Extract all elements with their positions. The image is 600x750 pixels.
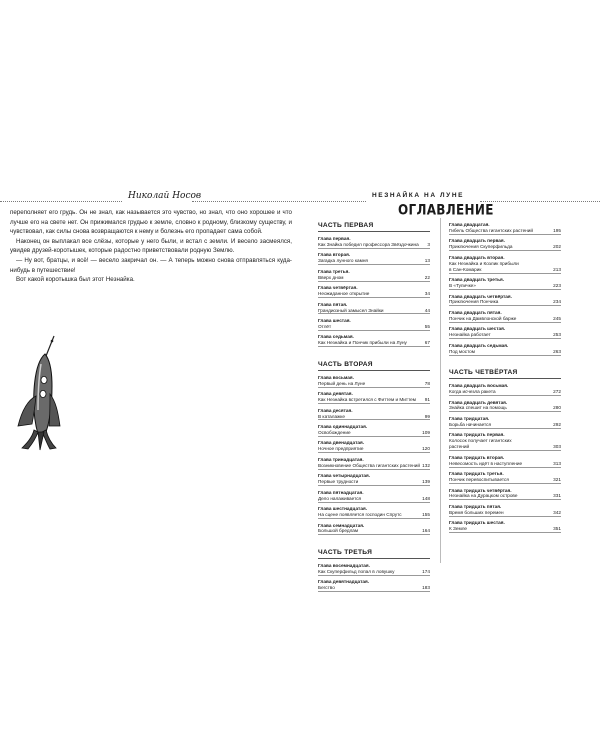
toc-column-left [318,222,430,596]
chapter-title: Дело налаживается [318,495,362,501]
page-number: 174 [422,568,430,574]
story-text [10,208,292,285]
chapter-number: Глава тридцатая. [449,415,490,421]
page-number: 13 [424,258,430,264]
toc-entry[interactable] [318,424,430,437]
page-number: 139 [422,479,430,485]
page-number: 132 [422,462,430,468]
running-head-author: Николай Носов [128,191,202,201]
chapter-number: Глава двадцать седьмая. [449,342,509,348]
chapter-title: В каталажке [318,413,345,419]
toc-entry[interactable] [318,457,430,470]
running-head-title: НЕЗНАЙКА НА ЛУНЕ [372,192,465,199]
chapter-title: Пончик перевоспитывается [449,477,509,482]
chapter-number: Глава двадцать четвёртая. [449,293,512,299]
toc-entry[interactable] [449,294,561,307]
chapter-title: Загадка лунного камня [318,258,368,264]
page-number: 272 [553,389,561,395]
toc-entry[interactable] [449,277,561,290]
chapter-number: Глава четырнадцатая. [318,473,371,479]
chapter-title: Большой бредлам [318,528,359,534]
chapter-title: растений [449,444,470,450]
toc-entry[interactable] [318,302,430,315]
toc-entry[interactable] [449,455,561,468]
page-number: 55 [424,323,430,329]
chapter-title: Как Знайка победил профессора Звёздочкина [318,241,419,247]
chapter-number: Глава двадцатая. [449,222,490,227]
page-number: 342 [553,509,561,515]
toc-entry[interactable] [449,432,561,451]
page-number: 109 [422,429,430,435]
chapter-number: Глава тридцать четвёртая. [449,487,512,493]
toc-entry[interactable] [449,504,561,517]
chapter-number: Глава тридцать шестая. [449,520,505,526]
chapter-number: Глава двадцать девятая. [449,399,508,405]
rocket-illustration [8,334,64,452]
paragraph: переполняет его грудь. Он не знал, как называется это чувство, но знал, что оно хорошее и что лучше его на свете нет. Он прижимался грудью к земле, словно к родному, близкому существу, и чувствовал, как силы снова возвращаются к нему и болезнь его пропадает сама собой. [10,209,292,236]
page-number: 321 [553,477,561,482]
toc-entry[interactable] [318,408,430,421]
page-number: 253 [553,332,561,338]
page-number: 195 [553,227,561,233]
chapter-number: Глава пятая. [318,301,348,307]
chapter-title-line: Как Незнайка и Козлик прибыли [449,260,519,266]
toc-entry[interactable] [449,238,561,251]
toc-part-heading: ЧАСТЬ ВТОРАЯ [318,361,430,371]
chapter-title: В «Тупичке» [449,283,476,289]
toc-entry[interactable] [449,520,561,533]
header-rule [480,190,600,202]
chapter-title: Когда исчезла ракета [449,389,496,395]
chapter-number: Глава шестнадцатая. [318,506,367,512]
toc-entry[interactable] [318,236,430,249]
page-number: 313 [553,460,561,466]
chapter-number: Глава восемнадцатая. [318,562,370,568]
chapter-title: Невесомость идёт в наступление [449,460,523,466]
part-spacer [449,359,561,369]
toc-entry[interactable] [318,579,430,592]
toc-entry[interactable] [449,416,561,429]
toc-part-heading: ЧАСТЬ ПЕРВАЯ [318,222,430,232]
chapter-title: На сцене появляется господин Спрутс [318,512,402,517]
chapter-number: Глава девятнадцатая. [318,579,370,585]
chapter-number: Глава двадцать вторая. [449,254,505,260]
chapter-title: Отлёт [318,323,332,329]
page-number: 245 [553,315,561,321]
chapter-title: Под мостом [449,348,476,354]
toc-entry[interactable] [318,252,430,265]
chapter-number: Глава двадцать первая. [449,238,505,244]
page-number: 155 [422,512,430,517]
page-number: 3 [427,241,430,247]
toc-column-right [449,222,561,537]
chapter-title: Незнайка работает [449,332,491,338]
page-number: 303 [553,444,561,450]
chapter-title: Знайка спешит на помощь [449,405,507,411]
toc-part-heading: ЧАСТЬ ЧЕТВЁРТАЯ [449,369,561,379]
chapter-title: К Земле [449,526,468,532]
toc-entry[interactable] [318,563,430,576]
chapter-number: Глава восьмая. [318,374,354,380]
toc-entry[interactable] [449,310,561,323]
chapter-number: Глава шестая. [318,318,351,324]
page-number: 164 [422,528,430,534]
toc-entry[interactable] [449,326,561,339]
page-number: 44 [424,307,430,313]
toc-entry[interactable] [318,318,430,331]
page-number: 202 [553,244,561,250]
toc-entry[interactable] [449,488,561,501]
header-rule [192,190,366,202]
chapter-title: Как Незнайка и Пончик прибыли на Луну [318,340,407,346]
chapter-number: Глава семнадцатая. [318,522,365,528]
chapter-title-line: Колосок получает гигантских [449,438,512,444]
toc-entry[interactable] [449,400,561,413]
chapter-title: Приключения Пончика [449,299,499,305]
toc-entry[interactable] [449,343,561,356]
toc-entry[interactable] [318,334,430,347]
chapter-number: Глава тринадцатая. [318,456,364,462]
chapter-title: Как Незнайка встретился с Фиттем и Миттем [318,397,416,403]
toc-entry[interactable] [449,471,561,484]
page-number: 67 [424,340,430,346]
chapter-title: Ночное предприятие [318,446,364,452]
column-divider [440,218,441,563]
chapter-number: Глава десятая. [318,407,353,413]
chapter-number: Глава тридцать третья. [449,471,504,477]
toc-entry[interactable] [318,506,430,519]
chapter-title: Грандиозный замысел Знайки [318,307,384,313]
chapter-title: Гибель Общества гигантских растений [449,227,534,233]
chapter-title: Время больших перемен [449,509,504,515]
page-number: 280 [553,405,561,411]
chapter-title: Пончик на Дамвлонской барже [449,315,517,321]
chapter-title: Возникновение Общества гигантских растений [318,462,420,468]
chapter-number: Глава тридцать первая. [449,432,505,438]
chapter-title: Бегство [318,585,335,591]
chapter-title: Незнайка на Дурацком острове [449,493,518,499]
toc-entry[interactable] [318,285,430,298]
chapter-number: Глава двадцать третья. [449,277,505,283]
toc-entry[interactable] [449,255,561,274]
page-number: 351 [553,526,561,532]
paragraph: Вот какой коротышка был этот Незнайка. [16,276,135,284]
toc-entry[interactable] [318,523,430,536]
chapter-number: Глава вторая. [318,252,351,258]
chapter-number: Глава двадцать восьмая. [449,383,509,389]
toc-entry[interactable] [318,473,430,486]
chapter-title: Борьба начинается [449,421,491,427]
page-number: 213 [553,266,561,272]
toc-entry[interactable] [318,440,430,453]
toc-title: ОГЛАВЛЕНИЕ [398,202,494,219]
page-number: 223 [553,283,561,289]
page-number: 34 [424,291,430,297]
page-number: 263 [553,348,561,354]
chapter-number: Глава двадцать шестая. [449,326,506,332]
paragraph: — Ну вот, братцы, и всё! — весело закричал он. — А теперь можно снова отправляться куда-нибудь в путешествие! [10,256,292,274]
chapter-number: Глава четвёртая. [318,285,358,291]
page-number: 78 [424,380,430,386]
toc-entry[interactable] [449,383,561,396]
toc-entry[interactable] [318,269,430,282]
chapter-title: Первый день на Луне [318,380,366,386]
chapter-number: Глава седьмая. [318,334,354,340]
page-number: 148 [422,495,430,501]
part-spacer [318,539,430,549]
page-number: 234 [553,299,561,305]
chapter-number: Глава пятнадцатая. [318,489,364,495]
chapter-title: в Сан-Комарик [449,266,482,272]
chapter-number: Глава третья. [318,268,350,274]
page-number: 331 [553,493,561,499]
chapter-title: Вверх дном [318,274,344,280]
toc-entry[interactable] [318,375,430,388]
toc-part-heading: ЧАСТЬ ТРЕТЬЯ [318,549,430,559]
chapter-title: Приключения Скуперфильда [449,244,513,250]
book-spread [0,182,600,591]
paragraph: Наконец он выплакал все слёзы, которые у него были, и встал с земли. И весело засмеялся, увидев друзей-коротышек, которые радостно приветствовали родную Землю. [10,237,292,255]
chapter-number: Глава двенадцатая. [318,440,365,446]
chapter-number: Глава девятая. [318,391,353,397]
header-rule [0,190,122,202]
page-number: 22 [424,274,430,280]
chapter-title: Освобождение [318,429,351,435]
chapter-number: Глава одиннадцатая. [318,424,368,430]
part-spacer [318,351,430,361]
page-number: 292 [553,421,561,427]
chapter-title: Неожиданное открытие [318,291,370,297]
chapter-number: Глава тридцать вторая. [449,454,505,460]
toc-entry[interactable] [318,490,430,503]
page-number: 183 [422,585,430,591]
chapter-number: Глава двадцать пятая. [449,309,502,315]
chapter-number: Глава первая. [318,236,351,241]
page-number: 120 [422,446,430,452]
chapter-title: Первые трудности [318,479,359,485]
toc-entry[interactable] [449,222,561,235]
toc-entry[interactable] [318,391,430,404]
chapter-number: Глава тридцать пятая. [449,503,502,509]
chapter-title: Как Скуперфильд попал в ловушку [318,568,395,574]
page-number: 91 [424,397,430,403]
page-number: 99 [424,413,430,419]
